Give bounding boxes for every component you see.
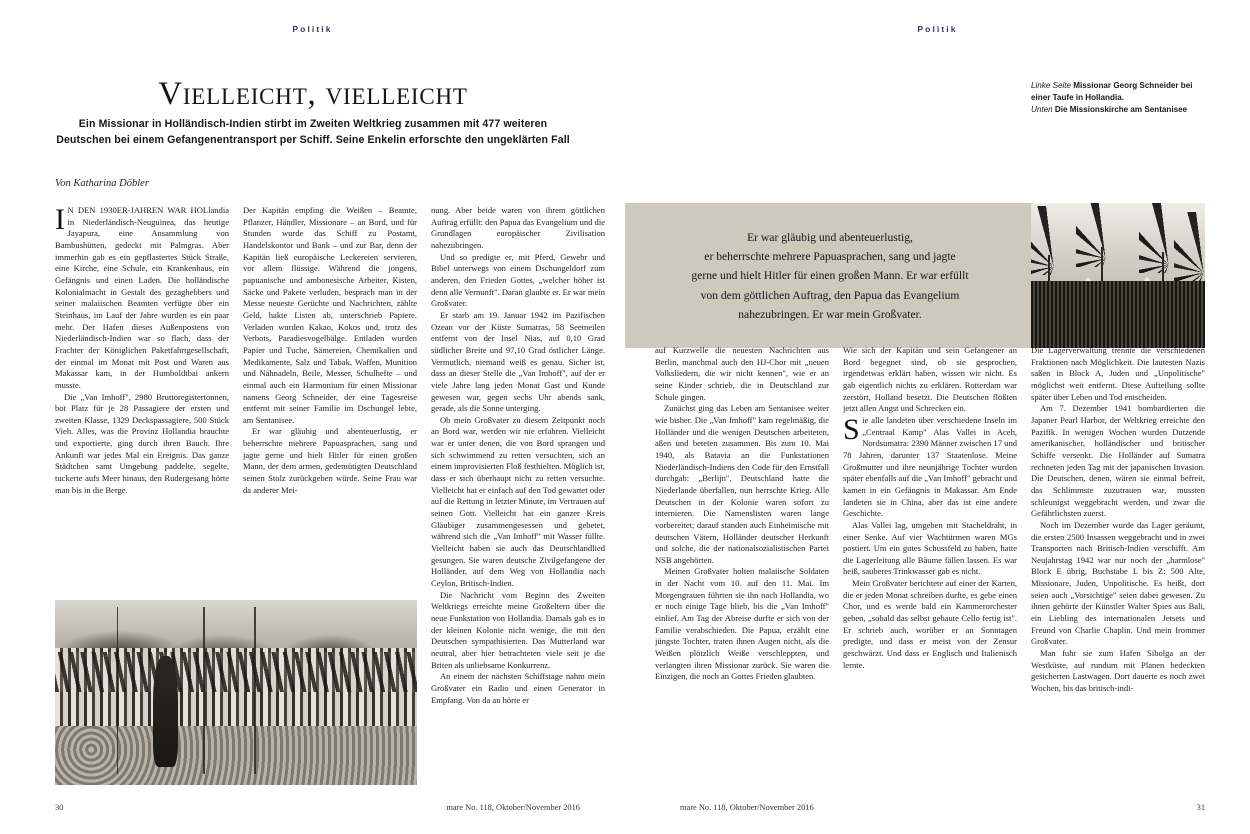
paragraph: Er starb am 19. Januar 1942 im Pazifischen Ozean vor der Küste Sumatras, 58 Seemeilen entfernt von der Insel Nias, auf 0,10 Grad südlicher Breite und 97,10 Grad östlicher Länge. Vermutlich, niemand weiß es genau. Sicher ist, dass an dieser Stelle die „Van Imhoff", auf der er viele Jahre lang jeden Monat Gast und Kunde gewesen war, gegen sechs Uhr abends sank, gerade, als die Sonne unterging. [431, 309, 605, 414]
photo-content [1031, 203, 1205, 348]
imprint-left: mare No. 118, Oktober/November 2016 [446, 803, 580, 812]
pull-quote-line: Er war gläubig und abenteuerlustig, [747, 231, 913, 244]
photo-missionary-street-scene [55, 600, 417, 785]
paragraph: auf Kurzwelle die neuesten Nachrichten aus Berlin, manchmal auch den HJ-Chor mit „neuen Volksliedern, die wir nicht kennen", wie er an seine Kinder schrieb, die in Deutschland zur Schule gingen. [655, 345, 829, 402]
photo-ground-layer [55, 726, 417, 785]
paragraph: N DEN 1930ER-JAHREN WAR HOLlandia in Niederländisch-Neuguinea, das heutige Jayapura, eine Ansammlung von Bambushütten, gedeckt mit Palmgras. Aber immerhin gab es ein gepflastertes Stück Straße, eine Kirche, eine Schule, ein Krankenhaus, ein Gefängnis und einen Laden. Die holländische Kolonialmacht in Gestalt des gezaghebbers und seiner malaiischen Beamten verfügte über ein Steinhaus, im Lauf der Jahre wurden es ein paar mehr. Der Hafen dieses Außenpostens von Niederländisch-Indien war so flach, dass der Frachter der Königlichen Paketfahrtgesellschaft, der einmal im Monat mit Post und Waren aus Makassar kam, in der Humboldtbai ankern musste. [55, 205, 229, 390]
paragraph: Zunächst ging das Leben am Sentanisee weiter wie bisher. Die „Van Imhoff" kam regelmäßig, die Holländer und die wenigen Deutschen arbeiteten, aßen und beteten zusammen. Bis zum 10. Mai 1940, als Batavia an die Funkstationen Niederländisch-Indiens den Code für den Ernstfall durchgab: „Berlijn". Deutschland hatte die Niederlande überfallen, nun herrschte Krieg. Alle Deutschen in der Kolonie waren sofort zu internieren. Die Namenslisten waren lange vorbereitet; darauf standen auch Einheimische mit deutschen Vätern, Holländer deutscher Herkunft und solche, die der nationalsozialistischen Partei NSB angehörten. [655, 403, 829, 565]
palm-tree [1174, 212, 1205, 282]
caption-lead-2: Unten [1031, 104, 1053, 114]
body-column-left-1 [55, 205, 229, 590]
paragraph: Die Nachricht vom Beginn des Zweiten Weltkriegs erreichte meine Großeltern über die neue Funkstation von Hollandia. Damals gab es in der kleinen Kolonie nicht wenige, die mit den Deutschen sympathisierten. Das Mutterland war neutral, aber hier betrachteten viele seit je die Briten als unliebsame Konkurrenz. [431, 589, 605, 670]
folio-right: 31 [1196, 803, 1205, 812]
deck-line-1: Ein Missionar in Holländisch-Indien stirbt im Zweiten Weltkrieg zusammen mit 477 weiteren [78, 118, 548, 130]
paragraph: Am 7. Dezember 1941 bombardierten die Japaner Pearl Harbor, der Weltkrieg erreichte den Pazifik. In wenigen Wochen wurden Dutzende amerikanischer, holländischer und britischer Schiffe versenkt. Die Holländer auf Sumatra rechneten jeden Tag mit der japanischen Invasion. Die Deutschen, denen, wären sie einmal befreit, das Schlimmste zuzutrauen war, mussten schleunigst weggebracht werden, und zwar die Gefährlichsten zuerst. [1031, 403, 1205, 519]
byline: Von Katharina Döbler [55, 178, 149, 189]
body-column-right-3 [1031, 345, 1205, 785]
paragraph: An einem der nächsten Schiffstage nahm mein Großvater ein Radio und einen Generator in Empfang. Von da an hörte er [431, 671, 605, 705]
paragraph: nung. Aber beide waren von ihrem göttlichen Auftrag erfüllt: den Papua das Evangelium und die Grundlagen europäischer Zivilisation nahezubringen. [431, 205, 605, 250]
paragraph: Ob mein Großvater zu diesem Zeitpunkt noch an Bord war, werden wir nie erfahren. Vielleicht war er unter denen, die von Bord sprangen und sich schwimmend zu retten versuchten, sich an einem improvisierten Floß festhielten. Möglich ist, dass er sich überhaupt nicht zu retten versuchte. Vielleicht hat er einfach auf den Tod gewartet oder auf die Rettung in letzter Minute, im Vertrauen auf seinen Gott. Vielleicht hat ein ganzer Kreis Gläubiger zusammengesessen und gebetet, während sich die „Van Imhoff" mit Wasser füllte. Vielleicht haben sie auch das Deutschlandlied gesungen. Sie waren deutsche Zivilgefangene der Holländer, auf dem Weg von Hollandia nach Ceylon, Britisch-Indien. [431, 414, 605, 588]
pull-quote-line: nahezubringen. Er war mein Großvater. [738, 307, 922, 321]
page-title: Vielleicht, vielleicht [158, 76, 468, 112]
paragraph: Noch im Dezember wurde das Lager geräumt, die ersten 2500 Insassen weggebracht und in zwei Transporten nach Britisch-Indien verschifft. Am Neujahrstag 1942 war nur noch der „harmlose" Block E übrig, Buchstabe L bis Z: 500 Alte, Missionare, Juden, Unpolitische. Es heißt, dort seien auch „Vorsichtige" seien dabei gewesen. Zu ihnen gehörte der Künstler Walter Spies aus Bali, ein Liebling des internationalen Jetsets und Freund von Charlie Chaplin. Und mein frommer Großvater. [1031, 519, 1205, 647]
paragraph: Und so predigte er, mit Pferd, Gewehr und Bibel unterwegs von einem Dschungeldorf zum anderen, den Frieden Gottes, „welcher höher ist denn alle Vernunft". Daran glaubte er. Er war mein Großvater. [431, 251, 605, 309]
body-column-left-3 [431, 205, 605, 785]
paragraph: Die Lagerverwaltung trennte die verschiedenen Fraktionen nach Möglichkeit. Die lautesten Nazis saßen in Block A, Juden und „Unpolitische" möglichst weit entfernt. Diese Aufteilung sollte später über Leben und Tod entscheiden. [1031, 345, 1205, 402]
folio-left: 30 [55, 803, 64, 812]
paragraph: Man fuhr sie zum Hafen Sibolga an der Westküste, auf rundum mit Planen bedeckten gesicherten Lastwagen. Dort dauerte es noch zwei Wochen, bis das britisch-indi- [1031, 648, 1205, 694]
imprint-right: mare No. 118, Oktober/November 2016 [680, 803, 814, 812]
photo-pole [117, 607, 119, 774]
paragraph: Die „Van Imhoff", 2980 Bruttoregistertonnen, bot Platz für je 28 Passagiere der ersten und zweiten Klasse, 1329 Deckspassagiere, 500 Stück Vieh. Alles, was die Provinz Hollandia brauchte und exportierte, ging durch ihren Bauch. Ihre Ankunft war jedes Mal ein Ereignis. Das ganze Städtchen samt Umgebung paddelte, segelte, tuckerte aufs Meer hinaus, den Rudergesang hörte man bis in die Berge. [55, 391, 229, 495]
photo-caption [1031, 80, 1209, 116]
drop-cap-i: I [55, 205, 65, 236]
deck [55, 116, 571, 149]
running-head-left: Politik [292, 24, 333, 34]
paragraph: Der Kapitän empfing die Weißen – Beamte, Pflanzer, Händler, Missionare – an Bord, und für Stunden wurde das Schiff zu Postamt, Handelskontor und Bank – und zur Bar, denn der Kapitän ließ europäische Leckereien servieren, vor allem flüssige. Während die jongens, papuanische und ambonesische Arbeiter, Kisten, Säcke und Pakete verluden, besprach man in der Messe neueste Gerüchte und Nachrichten, zählte Geld, hakte Listen ab, unterschrieb Papiere. Verladen wurden Kakao, Kokos und, trotz des Verbots, Paradiesvogelbälge. Entladen wurden Papier und Tuche, Sämereien, Chemikalien und Medikamente, Salz und Tabak, Waffen, Munition und Nähnadeln, Beile, Messer, Schulhefte – und einmal auch ein Harmonium für einen Missionar namens Georg Schneider, der eine Tagesreise entfernt mit seiner Familie im Dschungel lebte, am Sentanisee. [243, 205, 417, 425]
caption-text-1: Missionar Georg Schneider bei einer Taufe in Hollandia. [1031, 81, 1193, 102]
church-roof [1031, 281, 1205, 348]
paragraph: Er war gläubig und abenteuerlustig, er beherrschte mehrere Papuasprachen, sang und jagte gerne und hielt Hitler für einen großen Mann, der dem armen, gedemütigten Deutschland seinen Stolz zurückgeben würde. Seine Frau war da anderer Mei- [243, 426, 417, 495]
pull-quote [655, 228, 1005, 324]
photo-crowd-heads-layer [55, 652, 417, 693]
caption-lead-1: Linke Seite [1031, 81, 1072, 90]
pull-quote-line: gerne und hielt Hitler für einen großen Mann. Er war erfüllt [691, 269, 969, 283]
photo-content [55, 600, 417, 785]
photo-central-figure [153, 656, 178, 767]
paragraph: Mein Großvater berichtete auf einer der Karten, die er jeden Monat schreiben durfte, es gebe einen Chor, und es werde bald ein Kammerorchester geben, „sobald das selbst gebaute Cello fertig ist". Er schrieb auch, worüber er an Sonntagen predigte, und dass er meist von der Zensur geschwärzt. Und dass er Englisch und Italienisch lernte. [843, 578, 1017, 670]
paragraph: Wie sich der Kapitän und sein Gefangener an Bord begegnet sind, ob sie gesprochen, irgendetwas erklärt haben, wissen wir nicht. Es gab eigentlich nichts zu erklären. Rotterdam war zerstört, Holland besetzt. Die Deutschen flößten jetzt allen Angst und Schrecken ein. [843, 345, 1017, 414]
body-column-right-1 [655, 345, 829, 785]
body-column-right-2 [843, 345, 1017, 785]
photo-pole [203, 607, 205, 774]
paragraph: ie alle landeten über verschiedene Inseln im „Centraal Kamp" Alas Vallei in Aceh, Nordsumatra: 2390 Männer zwischen 17 und 78 Jahren, darunter 137 Staatenlose. Meine Großmutter und ihre neunjährige Tochter wurden später ebenfalls auf die „Van Imhoff" gebracht und kamen in ein Gefängnis in Makassar. Am Ende landeten sie in China, aber das ist eine andere Geschichte. [843, 414, 1017, 519]
photo-pole [254, 607, 256, 774]
palm-tree [1076, 203, 1135, 267]
drop-cap-s: S [843, 412, 860, 446]
running-head-right: Politik [917, 24, 958, 34]
body-column-left-2 [243, 205, 417, 590]
pull-quote-line: von dem göttlichen Auftrag, den Papua das Evangelium [700, 288, 960, 302]
photo-mission-church-sentanisee [1031, 203, 1205, 348]
paragraph: Meinen Großvater holten malaiische Soldaten in der Nacht vom 10. auf den 11. Mai. Im Morgengrauen führten sie ihn nach Hollandia, wo er noch einige Tage blieb, bis die „Van Imhoff" einlief. Am Tag der Abreise durfte er sich von der Familie verabschieden. Die Papua, erzählt eine jüngste Tochter, traten ihnen Augen nicht, als die Weißen plötzlich Weiße verschleppten, und verlangten ihren Missionar zurück. Sie waren die Einzigen, die noch an Gottes Frieden glaubten. [655, 566, 829, 682]
caption-text-2: Die Missionskirche am Sentanisee [1054, 104, 1188, 114]
deck-line-2: Deutschen bei einem Gefangenentransport per Schiff. Seine Enkelin erforschte den ungeklärten Fall [56, 134, 570, 147]
paragraph: Alas Vallei lag, umgeben mit Stacheldraht, in einer Senke. Auf vier Wachtürmen waren MGs postiert. Um ein gutes Schussfeld zu haben, hatte die Lagerleitung alle Bäume fällen lassen. Es war heiß, sauberes Trinkwasser gab es nicht. [843, 519, 1017, 577]
pull-quote-line: er beherrschte mehrere Papuasprachen, sang und jagte [704, 250, 956, 264]
